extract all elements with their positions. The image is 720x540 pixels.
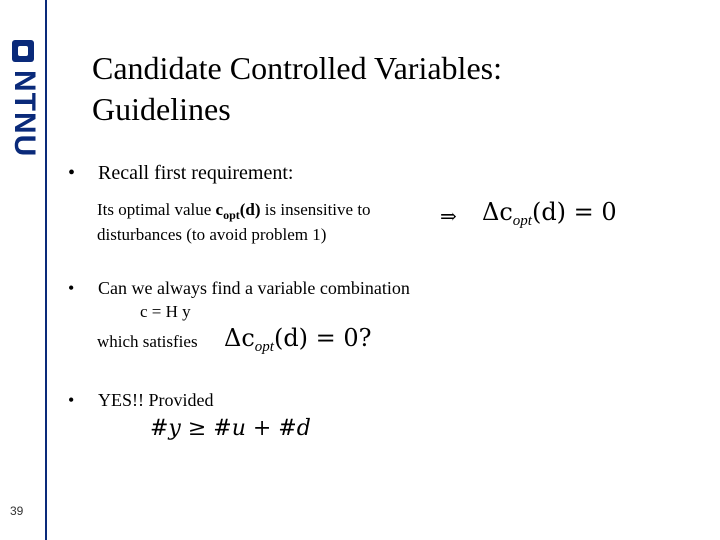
bullet-marker: • xyxy=(68,162,76,184)
requirement-text xyxy=(97,200,427,245)
sidebar xyxy=(0,0,47,540)
slide-title-line2: Guidelines xyxy=(92,91,231,127)
equation-delta-copt-question: $\Delta c_{opt}(d) = 0$? xyxy=(224,324,372,355)
equation-c-hy: c = H y xyxy=(140,302,191,321)
bullet-text: Can we always find a variable combination xyxy=(98,278,410,298)
equation-count-condition: #y ≥ #u + #d xyxy=(150,416,311,441)
bullet-text: YES!! Provided xyxy=(98,390,214,410)
requirement-line2: disturbances (to avoid problem 1) xyxy=(97,225,327,244)
equation-delta-copt: $\Delta c_{opt}(d) = 0$ xyxy=(482,198,617,229)
slide-title xyxy=(92,48,652,130)
implies-symbol: ⇒ xyxy=(440,204,457,228)
requirement-line1: Its optimal value $c_{opt}(d)$ is insensitive to xyxy=(97,200,371,222)
slide-title-line1: Candidate Controlled Variables: xyxy=(92,50,502,86)
bullet-marker: • xyxy=(68,390,75,410)
bullet-text: Recall first requirement: xyxy=(98,162,294,184)
which-satisfies-text: which satisfies xyxy=(97,332,198,351)
ntnu-logo-text: NTNU xyxy=(8,70,41,158)
ntnu-logo-icon xyxy=(12,40,34,62)
bullet-marker: • xyxy=(68,278,75,298)
page-number: 39 xyxy=(10,504,24,518)
